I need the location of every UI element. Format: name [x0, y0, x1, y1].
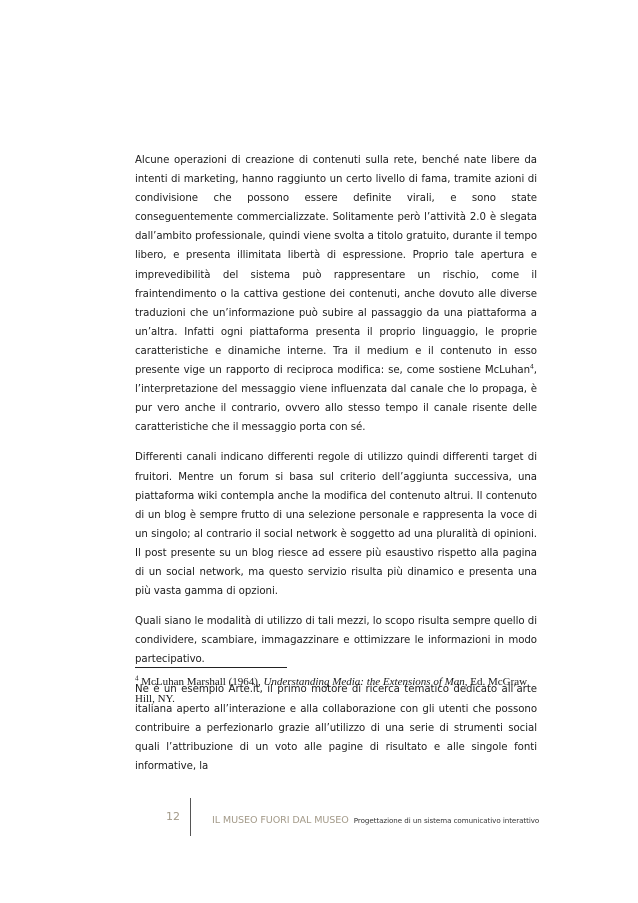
- paragraph-4: Ne è un esempio Arte.it, il primo motore di ricerca tematico dedicato all’arte italiana aperto all’interazione e alla collaborazione con gli utenti che possono contribuire a perfezionarlo grazie all’utilizzo di una serie di strumenti social quali l’attribuzione di un voto alle pagine di risultato e alle singole fonti informative, la: [135, 684, 537, 772]
- footnote-text-before: McLuhan Marshall (1964),: [138, 676, 264, 688]
- paragraph-1: [135, 151, 537, 437]
- paragraph-1-text-after: , l’interpretazione del messaggio viene influenzata dal canale che lo propaga, è pur vero anche il contrario, ovvero allo stesso tempo il canale risente delle caratteristiche che il messaggio porta con sé.: [135, 365, 537, 434]
- paragraph-1-text-before: Alcune operazioni di creazione di contenuti sulla rete, benché nate libere da intenti di marketing, hanno raggiunto un certo livello di fama, tramite azioni di condivisione che possono essere definite virali, e sono state conseguentemente commercializzate. Solitamente però l’attività 2.0 è slegata dall’ambito professionale, quindi viene svolta a titolo gratuito, durante il tempo libero, e presenta illimitata libertà di espressione. Proprio tale apertura e imprevedibilità del sistema può rappresentare un rischio, come il fraintendimento o la cattiva gestione dei contenuti, anche dovuto alle diverse traduzioni che un’informazione può subire al passaggio da una piattaforma a un’altra. Infatti ogni piattaforma presenta il proprio linguaggio, le proprie caratteristiche e dinamiche interne. Tra il medium e il contenuto in esso presente vige un rapporto di reciproca modifica: se, come sostiene McLuhan: [135, 155, 537, 377]
- paragraph-3: Quali siano le modalità di utilizzo di tali mezzi, lo scopo risulta sempre quello di condividere, scambiare, immagazzinare e ottimizzare le informazioni in modo partecipativo.: [135, 616, 537, 666]
- footer-divider: [190, 798, 191, 836]
- footnote: [135, 674, 537, 708]
- footnote-book-title: Understanding Media: the Extensions of Man: [263, 676, 465, 688]
- paragraph-2: Differenti canali indicano differenti regole di utilizzo quindi differenti target di fruitori. Mentre un forum si basa sul criterio dell’aggiunta successiva, una piattaforma wiki contempla anche la modifica del contenuto altrui. Il contenuto di un blog è sempre frutto di una selezione personale e rappresenta la voce di un singolo; al contrario il social network è soggetto ad una pluralità di opinioni. Il post presente su un blog riesce ad essere più esaustivo rispetto alla pagina di un social network, ma questo servizio risulta più dinamico e presenta una più vasta gamma di opzioni.: [135, 452, 537, 598]
- footnote-separator: [135, 667, 287, 668]
- running-subtitle: Progettazione di un sistema comunicativo interattivo: [353, 816, 540, 825]
- page-number: 12: [166, 810, 180, 823]
- running-title: IL MUSEO FUORI DAL MUSEO: [212, 815, 349, 826]
- running-footer: [212, 811, 539, 828]
- footnote-text-after: , Ed. McGraw Hill, NY.: [135, 676, 528, 705]
- footnote-number: 4: [135, 674, 139, 683]
- footnote-reference: 4: [530, 363, 534, 371]
